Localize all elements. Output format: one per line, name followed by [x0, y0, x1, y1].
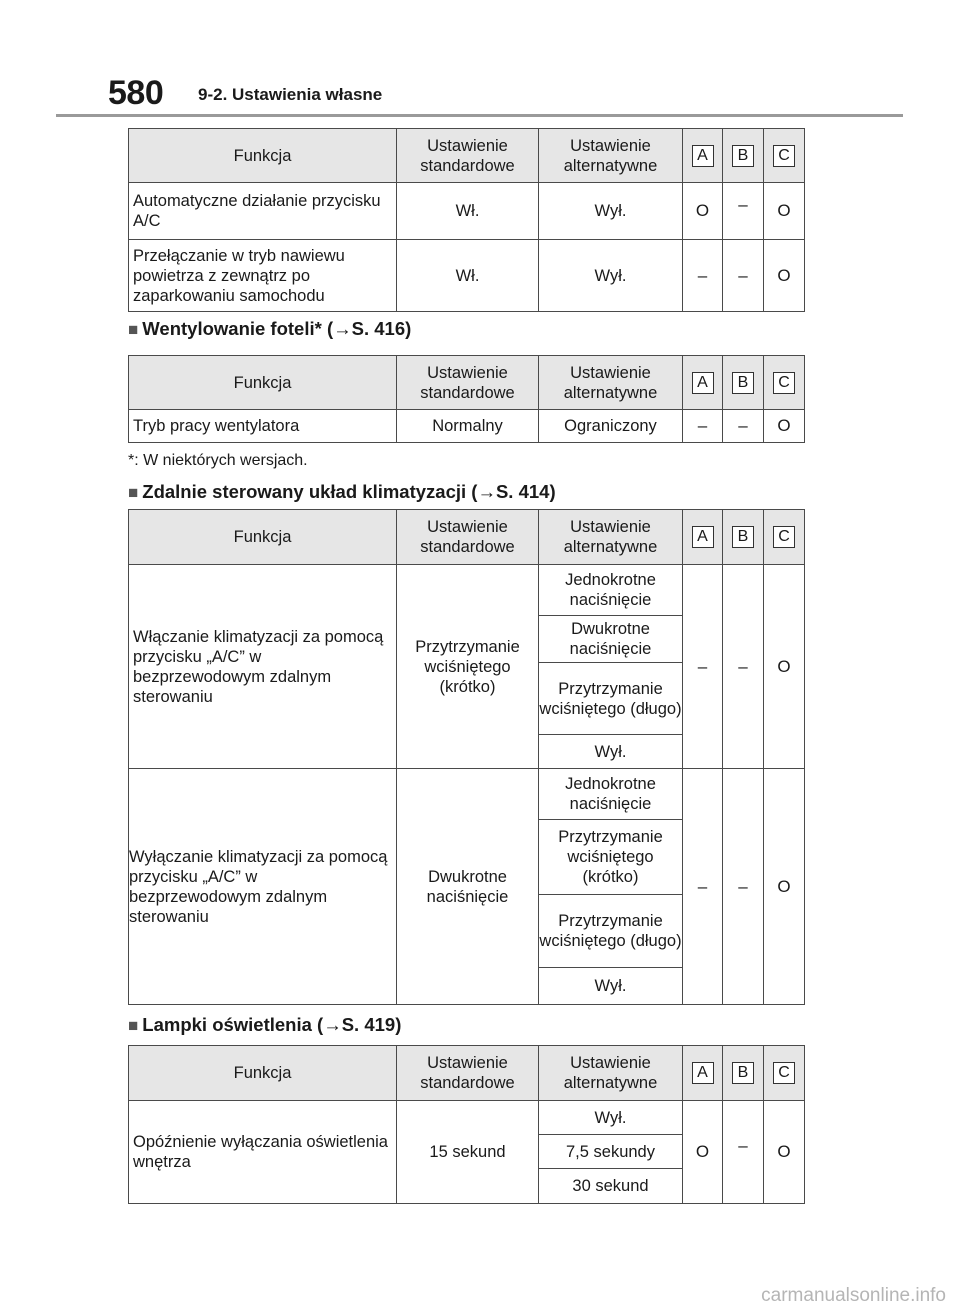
cell-a	[683, 183, 723, 240]
col-b	[723, 510, 764, 565]
col-c	[764, 129, 805, 183]
letter-b-label: B	[732, 372, 754, 394]
cell-alternative: Wył.	[539, 1101, 683, 1135]
cell-alternative: Przytrzymanie wciśniętego (krótko)	[539, 820, 683, 895]
col-function: Funkcja	[129, 129, 397, 183]
table-row	[129, 410, 805, 443]
cell-c	[764, 410, 805, 443]
mark-c: O	[777, 201, 791, 220]
mark-c: O	[777, 1142, 791, 1161]
mark-b: –	[738, 876, 748, 896]
col-a	[683, 1046, 723, 1101]
mark-b: –	[738, 416, 748, 435]
cell-function: Przełączanie w tryb nawiewu powietrza z zewnątrz po zaparkowaniu samochodu	[129, 240, 397, 312]
cell-c	[764, 769, 805, 1005]
arrow-right-icon: →	[323, 1014, 342, 1035]
table-header-row	[129, 1046, 805, 1101]
letter-c-label: C	[773, 526, 795, 548]
table-row	[129, 565, 805, 616]
section-heading-seat-ventilation	[128, 318, 411, 340]
cell-c	[764, 183, 805, 240]
mark-a: –	[697, 876, 708, 896]
section-heading-interior-lights	[128, 1014, 401, 1036]
section-heading-remote-ac	[128, 481, 556, 503]
cell-alternative: Przytrzymanie wciśniętego (długo)	[539, 663, 683, 735]
watermark: carmanualsonline.info	[761, 1285, 946, 1306]
mark-c: O	[777, 876, 791, 896]
cell-alternative: 7,5 sekundy	[539, 1135, 683, 1169]
cell-alternative: Dwukrotne naciśnięcie	[539, 616, 683, 663]
mark-c: O	[777, 265, 791, 285]
cell-b	[723, 410, 764, 443]
letter-b-label: B	[732, 1062, 754, 1084]
col-c	[764, 1046, 805, 1101]
mark-a: –	[697, 656, 708, 676]
page-number: 580	[108, 74, 164, 112]
cell-default: Dwukrotne naciśnięcie	[397, 769, 539, 1005]
mark-a: –	[697, 416, 708, 435]
letter-c-label: C	[773, 145, 795, 167]
header-rule	[56, 114, 903, 117]
cell-b	[723, 240, 764, 312]
mark-b: –	[738, 656, 748, 676]
mark-b: –	[738, 265, 748, 285]
mark-c: O	[777, 416, 791, 435]
letter-b-label: B	[732, 526, 754, 548]
arrow-right-icon: →	[477, 481, 496, 502]
cell-c	[764, 240, 805, 312]
col-default: Ustawienie standardowe	[397, 356, 539, 410]
cell-alternative: Przytrzymanie wciśniętego (długo)	[539, 895, 683, 968]
cell-a	[683, 769, 723, 1005]
arrow-right-icon: →	[333, 318, 352, 339]
mark-a: –	[697, 265, 708, 285]
cell-alternative: Jednokrotne naciśnięcie	[539, 565, 683, 616]
cell-alternative: 30 sekund	[539, 1169, 683, 1204]
cell-c	[764, 1101, 805, 1204]
col-default: Ustawienie standardowe	[397, 1046, 539, 1101]
footnote: *: W niektórych wersjach.	[128, 452, 308, 469]
col-a	[683, 510, 723, 565]
cell-alternative: Wył.	[539, 183, 683, 240]
cell-a	[683, 410, 723, 443]
mark-b: –	[738, 195, 748, 214]
section-heading-text: Lampki oświetlenia (	[142, 1014, 324, 1035]
square-bullet-icon: ■	[128, 320, 139, 339]
col-c	[764, 356, 805, 410]
cell-b	[723, 565, 764, 769]
section-heading-text: Wentylowanie foteli* (	[142, 318, 334, 339]
table-header-row	[129, 356, 805, 410]
col-b	[723, 356, 764, 410]
col-c	[764, 510, 805, 565]
cell-function: Automatyczne działanie przycisku A/C	[129, 183, 397, 240]
mark-a: O	[695, 1142, 710, 1161]
cell-b	[723, 769, 764, 1005]
section-heading-ref[interactable]: S. 416)	[351, 318, 412, 339]
mark-a: O	[695, 201, 710, 220]
cell-a	[683, 565, 723, 769]
cell-alternative: Wył.	[539, 240, 683, 312]
cell-function: Włączanie klimatyzacji za pomocą przycisku „A/C” w bezprzewodowym zdalnym sterowaniu	[129, 565, 397, 769]
table-row	[129, 183, 805, 240]
col-default: Ustawienie standardowe	[397, 510, 539, 565]
col-function: Funkcja	[129, 356, 397, 410]
col-alternative: Ustawienie alternatywne	[539, 129, 683, 183]
table-header-row	[129, 510, 805, 565]
col-a	[683, 129, 723, 183]
cell-c	[764, 565, 805, 769]
cell-a	[683, 240, 723, 312]
cell-function: Wyłączanie klimatyzacji za pomocą przycisku „A/C” w bezprzewodowym zdalnym sterowaniu	[129, 769, 397, 1005]
cell-default: 15 sekund	[397, 1101, 539, 1204]
letter-c-label: C	[773, 372, 795, 394]
table-header-row	[129, 129, 805, 183]
mark-b: –	[738, 1136, 748, 1155]
letter-c-label: C	[773, 1062, 795, 1084]
settings-table-seat-ventilation	[128, 355, 805, 443]
section-heading-ref[interactable]: S. 414)	[495, 481, 556, 502]
cell-function: Opóźnienie wyłączania oświetlenia wnętrza	[129, 1101, 397, 1204]
col-b	[723, 1046, 764, 1101]
col-function: Funkcja	[129, 1046, 397, 1101]
settings-table-interior-lights	[128, 1045, 805, 1204]
settings-table-ac	[128, 128, 805, 312]
cell-b	[723, 183, 764, 240]
letter-b-label: B	[732, 145, 754, 167]
letter-a-label: A	[692, 526, 714, 548]
page-header-title: 9-2. Ustawienia własne	[198, 85, 383, 104]
letter-a-label: A	[692, 145, 714, 167]
letter-a-label: A	[692, 1062, 714, 1084]
table-row	[129, 769, 805, 820]
cell-default: Wł.	[397, 183, 539, 240]
col-alternative: Ustawienie alternatywne	[539, 356, 683, 410]
col-a	[683, 356, 723, 410]
col-default: Ustawienie standardowe	[397, 129, 539, 183]
cell-alternative: Ograniczony	[539, 410, 683, 443]
cell-a	[683, 1101, 723, 1204]
cell-default: Normalny	[397, 410, 539, 443]
cell-alternative: Wył.	[539, 735, 683, 769]
cell-default: Wł.	[397, 240, 539, 312]
col-function: Funkcja	[129, 510, 397, 565]
settings-table-remote-ac	[128, 509, 805, 1005]
col-alternative: Ustawienie alternatywne	[539, 1046, 683, 1101]
table-row	[129, 1101, 805, 1135]
square-bullet-icon: ■	[128, 483, 139, 502]
mark-c: O	[777, 656, 791, 676]
section-heading-ref[interactable]: S. 419)	[341, 1014, 402, 1035]
cell-default: Przytrzymanie wciśniętego (krótko)	[397, 565, 539, 769]
section-heading-text: Zdalnie sterowany układ klimatyzacji (	[142, 481, 478, 502]
cell-function: Tryb pracy wentylatora	[129, 410, 397, 443]
table-row	[129, 240, 805, 312]
square-bullet-icon: ■	[128, 1016, 139, 1035]
cell-alternative: Wył.	[539, 968, 683, 1005]
col-alternative: Ustawienie alternatywne	[539, 510, 683, 565]
cell-b	[723, 1101, 764, 1204]
letter-a-label: A	[692, 372, 714, 394]
cell-alternative: Jednokrotne naciśnięcie	[539, 769, 683, 820]
col-b	[723, 129, 764, 183]
